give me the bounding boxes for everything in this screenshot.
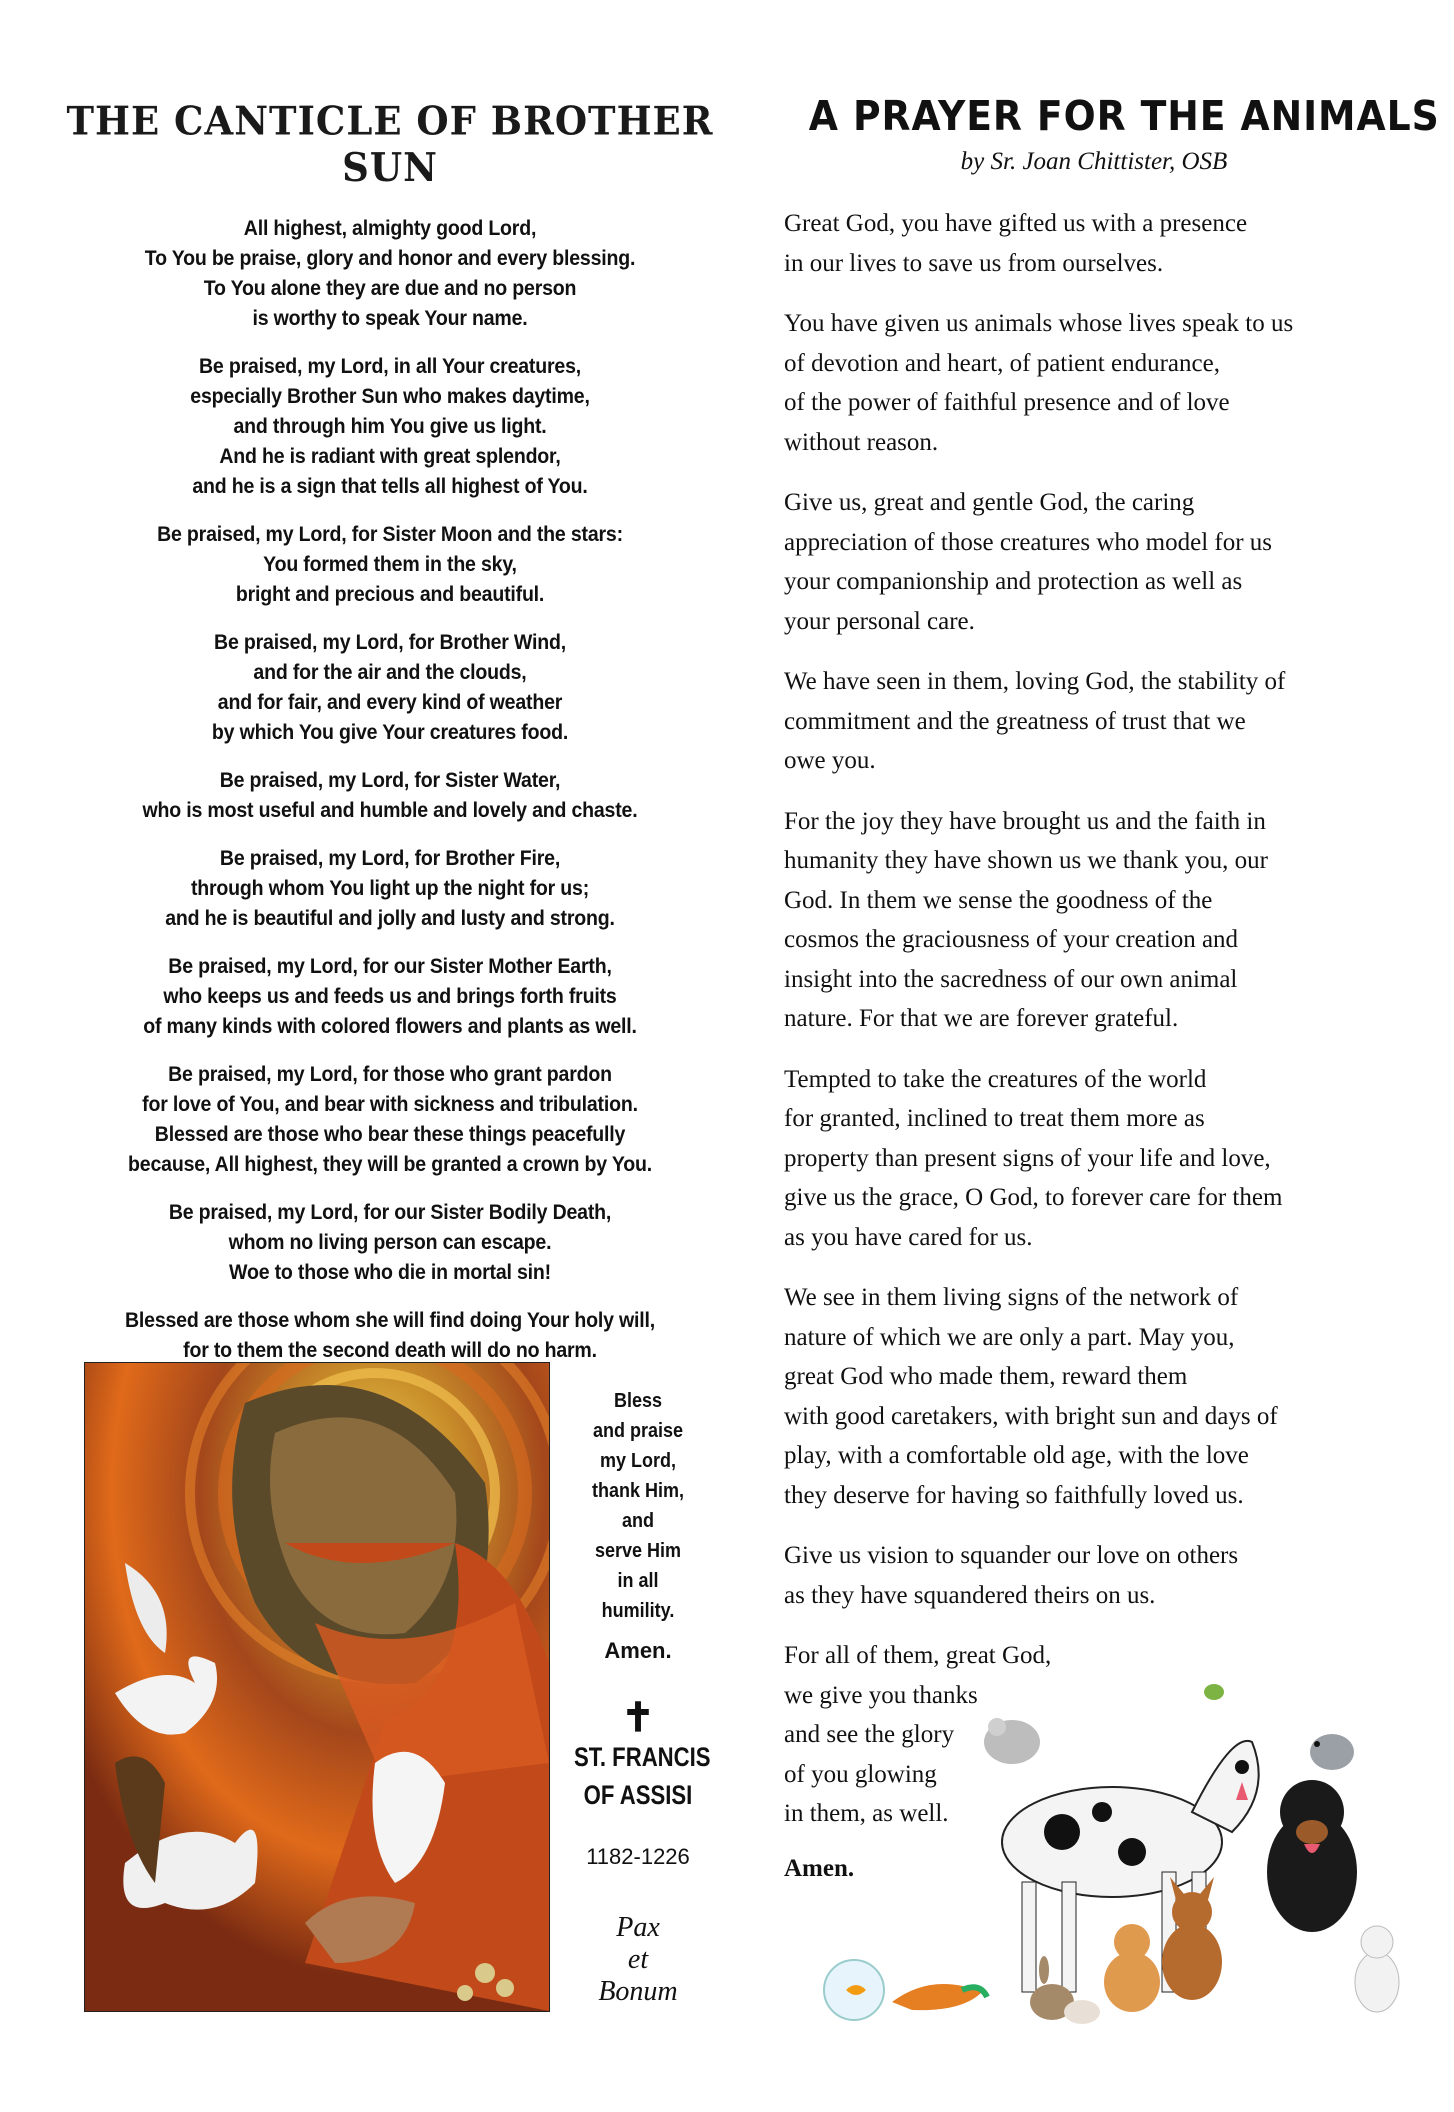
canticle-stanza: [83, 1198, 697, 1288]
canticle-line: especially Brother Sun who makes daytime,: [190, 385, 590, 408]
canticle-stanzas: [60, 214, 720, 1366]
canticle-line: All highest, almighty good Lord,: [243, 217, 537, 240]
prayer-line: of devotion and heart, of patient endurance,: [784, 349, 1220, 377]
tau-cross-icon: ✝: [621, 1694, 655, 1741]
guinea-pig-icon: [1064, 2000, 1100, 2024]
canticle-line: and for fair, and every kind of weather: [217, 691, 563, 714]
st-francis-painting-art: [85, 1363, 549, 2011]
prayer-line: great God who made them, reward them: [784, 1363, 1188, 1390]
canticle-line: through whom You light up the night for us;: [190, 877, 590, 900]
canticle-line: You formed them in the sky,: [263, 553, 517, 576]
canticle-column: [60, 97, 720, 1384]
prayer-line: we give you thanks: [784, 1681, 978, 1709]
orange-cat-icon: [1104, 1924, 1160, 2012]
white-kitten-icon: [1355, 1926, 1399, 2012]
chameleon-icon: [892, 1984, 987, 2010]
canticle-stanza: [83, 952, 697, 1042]
prayer-paragraph: [784, 304, 1404, 462]
prayer-line: We have seen in them, loving God, the stability of: [784, 668, 1286, 695]
bless-line: and: [621, 1510, 655, 1532]
prayer-line: humanity they have shown us we thank you, our: [784, 847, 1268, 874]
prayer-paragraph: [784, 662, 1404, 781]
bless-line: serve Him: [594, 1540, 682, 1562]
canticle-line: by which You give Your creatures food.: [211, 721, 569, 744]
prayer-line: insight into the sacredness of our own animal: [784, 965, 1238, 993]
prayer-byline: by Sr. Joan Chittister, OSB: [960, 148, 1228, 175]
prayer-line: Great God, you have gifted us with a presence: [784, 210, 1248, 237]
canticle-stanza: [83, 1306, 697, 1366]
pax-line: et: [627, 1944, 649, 1975]
prayer-line: play, with a comfortable old age, with the love: [784, 1442, 1249, 1469]
saint-years: 1182-1226: [586, 1844, 690, 1869]
canticle-line: of many kinds with colored flowers and plants as well.: [143, 1015, 637, 1038]
canticle-line: for love of You, and bear with sickness and tribulation.: [142, 1093, 638, 1116]
prayer-line: You have given us animals whose lives speak to us: [784, 310, 1294, 337]
prayer-line: and see the glory: [784, 1721, 955, 1748]
pax-line: Pax: [616, 1912, 660, 1943]
pax-line: Bonum: [598, 1976, 678, 2007]
canticle-stanza: [83, 520, 697, 610]
canticle-line: Be praised, my Lord, in all Your creatures,: [198, 355, 581, 378]
canticle-line: To You alone they are due and no person: [203, 277, 577, 300]
prayer-line: in them, as well.: [784, 1800, 949, 1827]
canticle-line: Be praised, my Lord, for our Sister Bodily Death,: [168, 1201, 612, 1224]
animals-group-art: [812, 1672, 1430, 2032]
prayer-line: For all of them, great God,: [784, 1642, 1052, 1669]
canticle-line: for to them the second death will do no harm.: [183, 1339, 597, 1362]
canticle-line: Be praised, my Lord, for Brother Fire,: [219, 847, 561, 870]
saint-name-line: ST. FRANCIS: [574, 1742, 711, 1772]
canticle-line: and through him You give us light.: [233, 415, 547, 438]
canticle-line: and he is beautiful and jolly and lusty and strong.: [165, 907, 615, 930]
canticle-line: bright and precious and beautiful.: [235, 583, 545, 606]
prayer-line: property than present signs of your life and love,: [784, 1144, 1271, 1172]
prayer-line: without reason.: [784, 428, 939, 456]
prayer-line: owe you.: [784, 747, 876, 774]
animals-group-image: [812, 1672, 1430, 2032]
st-francis-painting: [84, 1362, 550, 2012]
prayer-line: with good caretakers, with bright sun and days of: [784, 1402, 1278, 1430]
canticle-line: is worthy to speak Your name.: [252, 307, 528, 330]
prayer-line: Give us vision to squander our love on others: [784, 1542, 1239, 1569]
canticle-stanza: [83, 352, 697, 502]
bless-amen: Amen.: [604, 1638, 672, 1663]
canticle-stanza: [83, 844, 697, 934]
prayer-line: give us the grace, O God, to forever care for them: [784, 1184, 1283, 1211]
prayer-paragraphs: [784, 204, 1404, 1834]
bless-line: in all: [617, 1570, 659, 1592]
francis-blessing-block: [560, 1386, 716, 2008]
canticle-line: because, All highest, they will be granted a crown by You.: [128, 1153, 652, 1176]
prayer-line: in our lives to save us from ourselves.: [784, 249, 1164, 277]
prayer-paragraph: [784, 1536, 1404, 1615]
prayer-line: For the joy they have brought us and the faith in: [784, 807, 1266, 835]
prayer-line: of you glowing: [784, 1760, 937, 1788]
parrot-icon: [1310, 1734, 1354, 1770]
prayer-line: your personal care.: [784, 607, 975, 635]
canticle-line: and he is a sign that tells all highest of You.: [192, 475, 588, 498]
prayer-line: nature of which we are only a part. May you,: [784, 1323, 1235, 1351]
canticle-line: and for the air and the clouds,: [253, 661, 527, 684]
prayer-title: A PRAYER FOR THE ANIMALS: [808, 92, 1440, 140]
prayer-amen: Amen.: [784, 1854, 855, 1882]
prayer-line: of the power of faithful presence and of love: [784, 389, 1230, 416]
canticle-stanza: [83, 214, 697, 334]
pax-et-bonum: [560, 1912, 716, 2008]
bless-line: and praise: [592, 1420, 684, 1442]
prayer-paragraph: [784, 1278, 1404, 1515]
prayer-paragraph: [784, 802, 1404, 1039]
bless-line: humility.: [601, 1600, 675, 1622]
prayer-line: cosmos the graciousness of your creation and: [784, 926, 1239, 953]
canticle-stanza: [83, 628, 697, 748]
canticle-line: Be praised, my Lord, for Brother Wind,: [214, 631, 566, 654]
prayer-line: Give us, great and gentle God, the caring: [784, 489, 1195, 516]
prayer-line: God. In them we sense the goodness of the: [784, 886, 1213, 914]
canticle-line: Blessed are those who bear these things peacefully: [154, 1123, 626, 1146]
rottweiler-icon: [1267, 1780, 1357, 1932]
prayer-line: for granted, inclined to treat them more as: [784, 1105, 1205, 1132]
canticle-line: Be praised, my Lord, for Sister Moon and the stars:: [157, 523, 623, 546]
bless-text: [568, 1386, 708, 1626]
canticle-stanza: [83, 766, 697, 826]
canticle-line: Be praised, my Lord, for those who grant pardon: [168, 1063, 612, 1086]
small-bird-icon: [1204, 1684, 1224, 1700]
prayer-column: [784, 92, 1440, 1883]
prayer-line: appreciation of those creatures who model for us: [784, 528, 1273, 556]
bless-line: thank Him,: [591, 1480, 685, 1502]
canticle-line: who keeps us and feeds us and brings forth fruits: [163, 985, 617, 1008]
prayer-line: your companionship and protection as well as: [784, 568, 1243, 595]
prayer-paragraph: [784, 483, 1404, 641]
prayer-line: as they have squandered theirs on us.: [784, 1581, 1156, 1609]
canticle-line: Blessed are those whom she will find doing Your holy will,: [124, 1309, 655, 1332]
bless-line: Bless: [613, 1390, 663, 1412]
canticle-line: Be praised, my Lord, for our Sister Mother Earth,: [168, 955, 612, 978]
bless-line: my Lord,: [599, 1450, 676, 1472]
canticle-stanza: [83, 1060, 697, 1180]
prayer-paragraph: [784, 204, 1404, 283]
prayer-line: commitment and the greatness of trust that we: [784, 707, 1246, 735]
prayer-line: nature. For that we are forever grateful.: [784, 1005, 1179, 1032]
prayer-line: they deserve for having so faithfully loved us.: [784, 1481, 1244, 1509]
canticle-line: Be praised, my Lord, for Sister Water,: [219, 769, 561, 792]
canticle-line: To You be praise, glory and honor and every blessing.: [144, 247, 636, 270]
prayer-line: as you have cared for us.: [784, 1223, 1033, 1251]
saint-name-line: OF ASSISI: [583, 1780, 693, 1810]
canticle-line: whom no living person can escape.: [228, 1231, 552, 1254]
prayer-paragraph: [784, 1060, 1404, 1258]
canticle-line: Woe to those who die in mortal sin!: [229, 1261, 551, 1284]
prayer-line: Tempted to take the creatures of the world: [784, 1065, 1207, 1093]
goldfish-bowl-icon: [824, 1960, 884, 2020]
chinchilla-icon: [984, 1718, 1040, 1764]
prayer-line: We see in them living signs of the network of: [784, 1284, 1239, 1311]
canticle-title: THE CANTICLE OF BROTHER SUN: [66, 97, 714, 191]
saint-name: [574, 1738, 711, 1814]
canticle-line: And he is radiant with great splendor,: [219, 445, 561, 468]
canticle-line: who is most useful and humble and lovely and chaste.: [142, 799, 638, 822]
